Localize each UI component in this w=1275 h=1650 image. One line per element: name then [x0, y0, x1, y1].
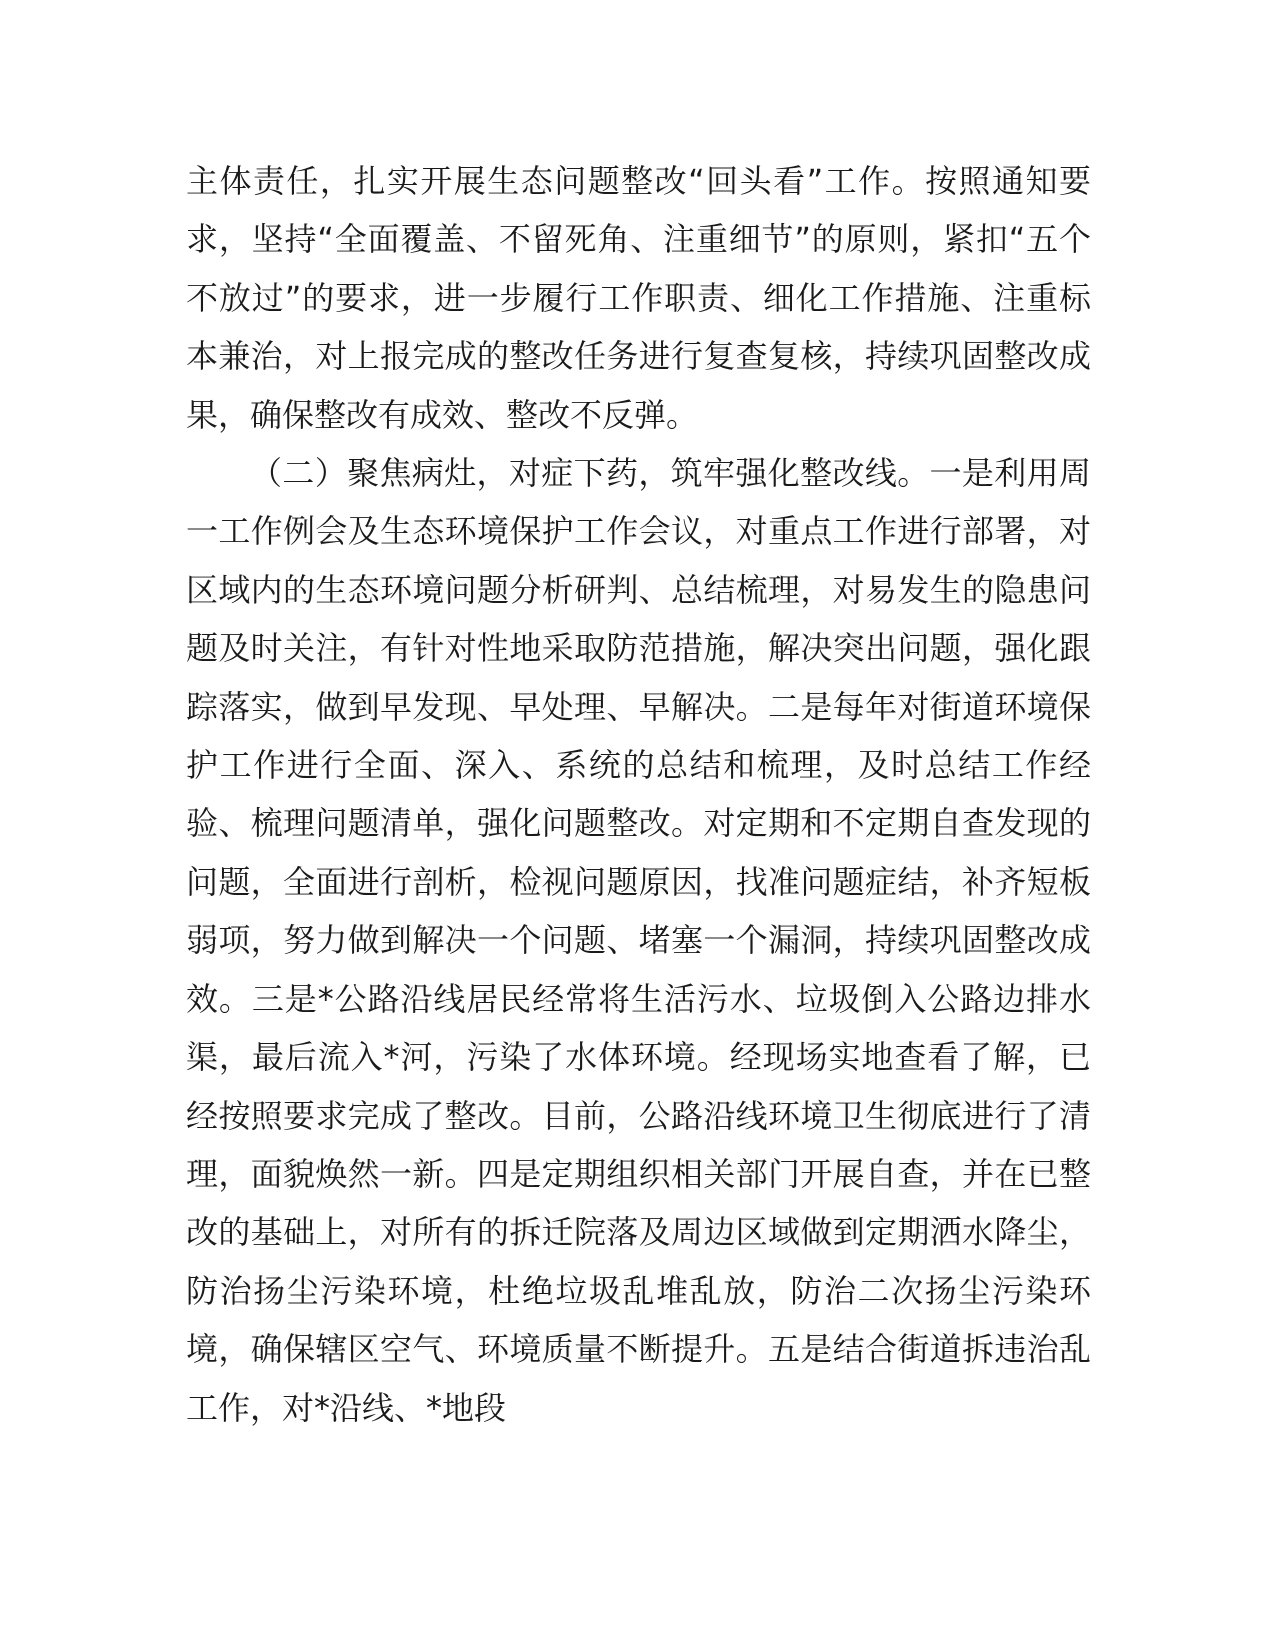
paragraph-section-two: （二）聚焦病灶，对症下药，筑牢强化整改线。一是利用周一工作例会及生态环境保护工作会议，对重点工作进行部署，对区域内的生态环境问题分析研判、总结梳理，对易发生的隐患问题及时关注，有针对性地采取防范措施，解决突出问题，强化跟踪落实，做到早发现、早处理、早解决。二是每年对街道环境保护工作进行全面、深入、系统的总结和梳理，及时总结工作经验、梳理问题清单，强化问题整改。对定期和不定期自查发现的问题，全面进行剖析，检视问题原因，找准问题症结，补齐短板弱项，努力做到解决一个问题、堵塞一个漏洞，持续巩固整改成效。三是*公路沿线居民经常将生活污水、垃圾倒入公路边排水渠，最后流入*河，污染了水体环境。经现场实地查看了解，已经按照要求完成了整改。目前，公路沿线环境卫生彻底进行了清理，面貌焕然一新。四是定期组织相关部门开展自查，并在已整改的基础上，对所有的拆迁院落及周边区域做到定期洒水降尘，防治扬尘污染环境，杜绝垃圾乱堆乱放，防治二次扬尘污染环境，确保辖区空气、环境质量不断提升。五是结合街道拆违治乱工作，对*沿线、*地段 [186, 454, 1091, 1427]
paragraph-continuation: 主体责任，扎实开展生态问题整改“回头看”工作。按照通知要求，坚持“全面覆盖、不留死角、注重细节”的原则，紧扣“五个不放过”的要求，进一步履行工作职责、细化工作措施、注重标本兼治，对上报完成的整改任务进行复查复核，持续巩固整改成果，确保整改有成效、整改不反弹。 [186, 162, 1091, 434]
document-body [186, 152, 1091, 1437]
